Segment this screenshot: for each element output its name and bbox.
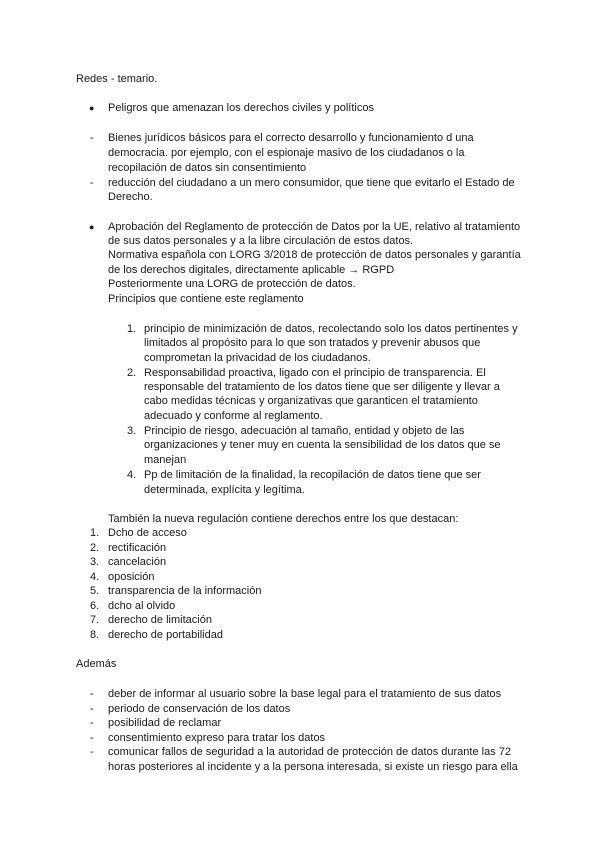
dash-marker: - (90, 703, 94, 715)
dash-marker: - (90, 688, 94, 700)
right-number: 6. (90, 600, 100, 612)
dash-marker: - (90, 732, 94, 744)
bullet-marker: ● (89, 103, 95, 113)
bullet-marker: ● (89, 222, 95, 232)
extra-item: posibilidad de reclamar (108, 717, 222, 729)
extra-item: horas posteriores al incidente y a la persona interesada, si existe un riesgo para ella (108, 761, 518, 773)
bullet-line: de los derechos digitales, directamente aplicable → RGPD (108, 264, 395, 276)
principle-number: 3. (127, 425, 137, 437)
bullet-line: de sus datos personales y a la libre circulación de estos datos. (108, 235, 414, 247)
right-item: oposición (108, 571, 155, 583)
right-item: rectificación (108, 542, 167, 554)
right-item: Dcho de acceso (108, 527, 187, 539)
extra-item: consentimiento expreso para tratar los datos (108, 732, 326, 744)
dash-marker: - (90, 177, 94, 189)
principle-line: cabo medidas técnicas y organizativas que garanticen el tratamiento (144, 395, 478, 407)
rights-intro: También la nueva regulación contiene derechos entre los que destacan: (108, 513, 459, 525)
bullet-line: Aprobación del Reglamento de protección de Datos por la UE, relativo al tratamiento (108, 221, 521, 233)
principle-line: responsable del tratamiento de los datos tiene que ser diligente y llevar a (144, 381, 500, 393)
principle-number: 4. (127, 469, 137, 481)
right-number: 3. (90, 556, 100, 568)
principle-line: Responsabilidad proactiva, ligado con el principio de transparencia. El (144, 367, 486, 379)
principle-line: determinada, explícita y legítima. (144, 484, 305, 496)
dash-marker: - (90, 746, 94, 758)
right-item: cancelación (108, 556, 167, 568)
bullet-line: Principios que contiene este reglamento (108, 293, 304, 305)
principle-line: adecuado y conforme al reglamento. (144, 410, 323, 422)
right-item: transparencia de la información (108, 585, 262, 597)
principle-line: manejan (144, 454, 187, 466)
right-item: derecho de portabilidad (108, 629, 223, 641)
right-item: derecho de limitación (108, 614, 212, 626)
dash-item-line: Bienes jurídicos básicos para el correcto desarrollo y funcionamiento d una (108, 132, 474, 144)
right-number: 1. (90, 527, 100, 539)
extra-item: comunicar fallos de seguridad a la autoridad de protección de datos durante las 72 (108, 746, 511, 758)
right-number: 7. (90, 614, 100, 626)
principle-number: 1. (127, 323, 137, 335)
principle-line: limitados al propósito para lo que son tratados y prevenir abusos que (144, 337, 481, 349)
extra-item: deber de informar al usuario sobre la base legal para el tratamiento de sus datos (108, 688, 502, 700)
bullet-line: Posteriormente una LORG de protección de datos. (108, 278, 356, 290)
principle-line: organizaciones y tener muy en cuenta la sensibilidad de los datos que se (144, 439, 501, 451)
dash-marker: - (90, 717, 94, 729)
right-number: 8. (90, 629, 100, 641)
dash-item-line: reducción del ciudadano a un mero consumidor, que tiene que evitarlo el Estado de (108, 177, 515, 189)
section-heading: Además (76, 658, 117, 670)
principle-line: Principio de riesgo, adecuación al tamaño, entidad y objeto de las (144, 425, 465, 437)
principle-number: 2. (127, 367, 137, 379)
extra-item: periodo de conservación de los datos (108, 703, 291, 715)
right-number: 2. (90, 542, 100, 554)
dash-item-line: recopilación de datos sin consentimiento (108, 162, 307, 174)
dash-marker: - (90, 132, 94, 144)
principle-line: Pp de limitación de la finalidad, la recopilación de datos tiene que ser (144, 469, 481, 481)
right-number: 5. (90, 585, 100, 597)
bullet-line: Normativa española con LORG 3/2018 de protección de datos personales y garantía (108, 249, 521, 261)
principle-line: comprometan la privacidad de los ciudadanos. (144, 352, 371, 364)
dash-item-line: Derecho. (108, 191, 153, 203)
principle-line: principio de minimización de datos, recolectando solo los datos pertinentes y (144, 323, 518, 335)
right-item: dcho al olvido (108, 600, 176, 612)
right-number: 4. (90, 571, 100, 583)
dash-item-line: democracia. por ejemplo, con el espionaje masivo de los ciudadanos o la (108, 147, 465, 159)
page-title: Redes - temario. (76, 73, 158, 85)
bullet-text: Peligros que amenazan los derechos civiles y políticos (108, 102, 374, 114)
